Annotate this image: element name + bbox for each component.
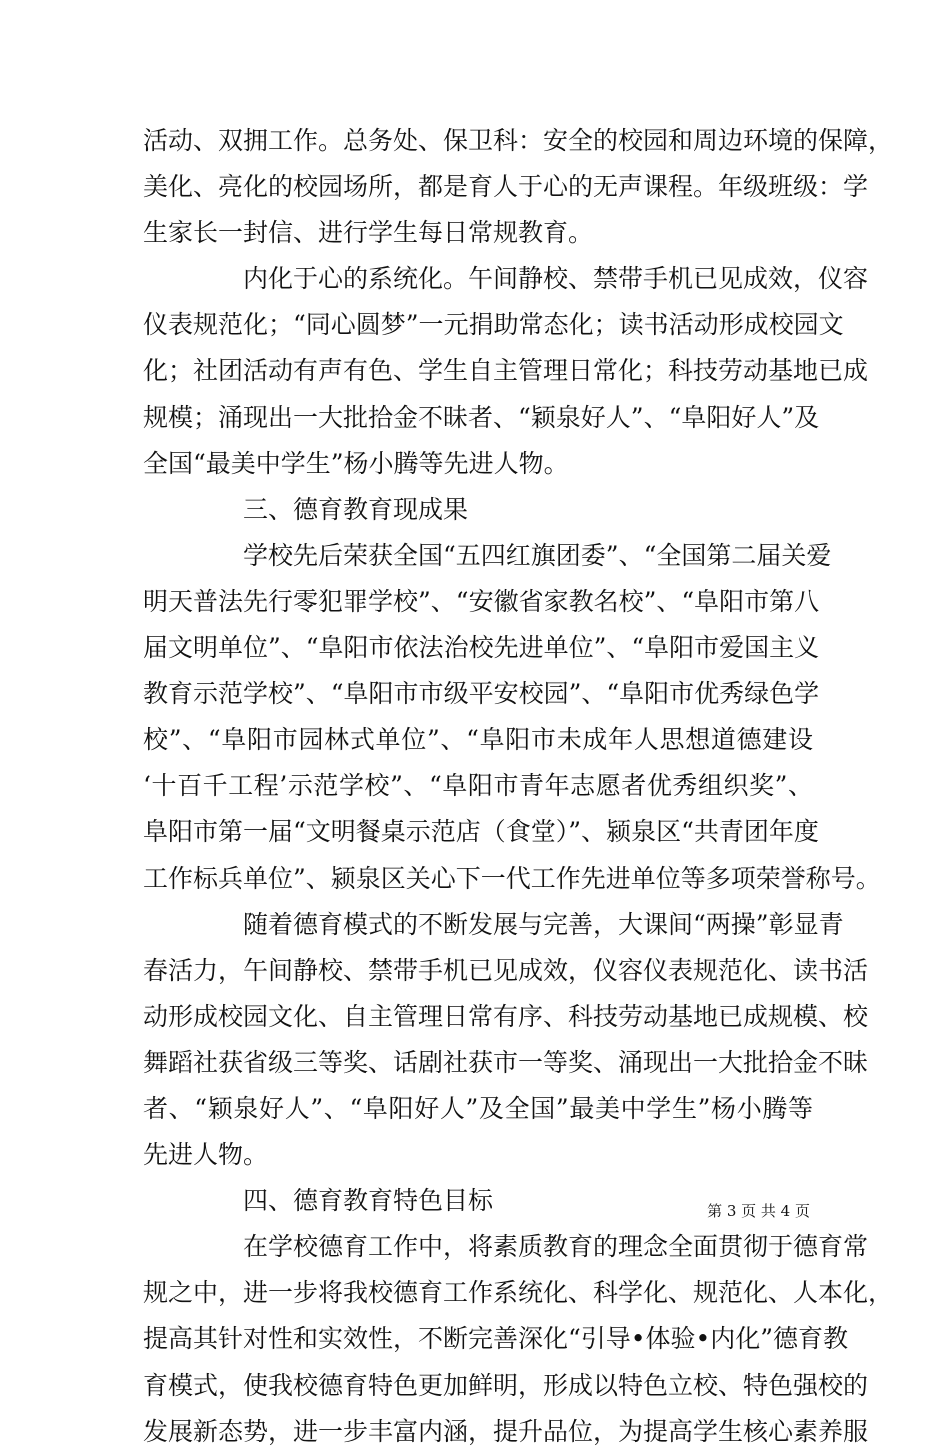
paragraph-line: 规模；涌现出一大批拾金不昧者、“颖泉好人”、“阜阳好人”及	[143, 402, 820, 432]
paragraph-line: 届文明单位”、“阜阳市依法治校先进单位”、“阜阳市爱国主义	[143, 633, 820, 663]
paragraph-line: 活动、双拥工作。总务处、保卫科：安全的校园和周边环境的保障，	[143, 126, 894, 155]
paragraph-line: 先进人物。	[143, 1140, 269, 1170]
paragraph-line: 发展新态势，进一步丰富内涵，提升品位，为提高学生核心素养服	[143, 1416, 869, 1446]
paragraph-line: 明天普法先行零犯罪学校”、“安徽省家教名校”、“阜阳市第八	[143, 586, 820, 616]
paragraph-line: 工作标兵单位”、颍泉区关心下一代工作先进单位等多项荣誉称号。	[143, 863, 881, 893]
paragraph-line: 随着德育模式的不断发展与完善，大课间“两操”彰显青	[243, 909, 844, 939]
paragraph-line: 教育示范学校”、“阜阳市市级平安校园”、“阜阳市优秀绿色学	[143, 679, 820, 709]
paragraph-line: 舞蹈社获省级三等奖、话剧社获市一等奖、涌现出一大批拾金不昧	[143, 1047, 869, 1077]
paragraph-line: 在学校德育工作中，将素质教育的理念全面贯彻于德育常	[243, 1232, 869, 1262]
section-heading: 三、德育教育现成果	[243, 494, 469, 524]
paragraph-line: 春活力，午间静校、禁带手机已见成效，仪容仪表规范化、读书活	[143, 955, 869, 985]
paragraph-line: 全国“最美中学生”杨小腾等先进人物。	[143, 448, 569, 478]
paragraph-line: 提高其针对性和实效性，不断完善深化“引导•体验•内化”德育教	[143, 1324, 849, 1354]
paragraph-line: 美化、亮化的校园场所，都是育人于心的无声课程。年级班级：学	[143, 172, 869, 202]
page-number: 第 3 页 共 4 页	[707, 1202, 810, 1220]
paragraph-line: 校”、“阜阳市园林式单位”、“阜阳市未成年人思想道德建设	[143, 725, 813, 755]
paragraph-line: 动形成校园文化、自主管理日常有序、科技劳动基地已成规模、校	[143, 1001, 869, 1031]
paragraph-line: 阜阳市第一届“文明餐桌示范店（食堂）”、颍泉区“共青团年度	[143, 817, 819, 847]
paragraph-line: 规之中，进一步将我校德育工作系统化、科学化、规范化、人本化，	[143, 1278, 894, 1308]
paragraph-line: 生家长一封信、进行学生每日常规教育。	[143, 218, 594, 248]
document-body	[143, 118, 894, 1455]
section-heading: 四、德育教育特色目标	[243, 1186, 494, 1216]
paragraph-line: ‘十百千工程’示范学校”、“阜阳市青年志愿者优秀组织奖”、	[143, 771, 813, 801]
paragraph-line: 育模式，使我校德育特色更加鲜明，形成以特色立校、特色强校的	[143, 1370, 869, 1400]
paragraph-line: 学校先后荣获全国“五四红旗团委”、“全国第二届关爱	[243, 540, 832, 570]
paragraph-line: 者、“颖泉好人”、“阜阳好人”及全国”最美中学生”杨小腾等	[143, 1093, 813, 1123]
paragraph-line: 仪表规范化；“同心圆梦”一元捐助常态化；读书活动形成校园文	[143, 310, 844, 340]
paragraph-line: 化；社团活动有声有色、学生自主管理日常化；科技劳动基地已成	[143, 356, 869, 386]
paragraph-line: 内化于心的系统化。午间静校、禁带手机已见成效，仪容	[243, 264, 869, 294]
